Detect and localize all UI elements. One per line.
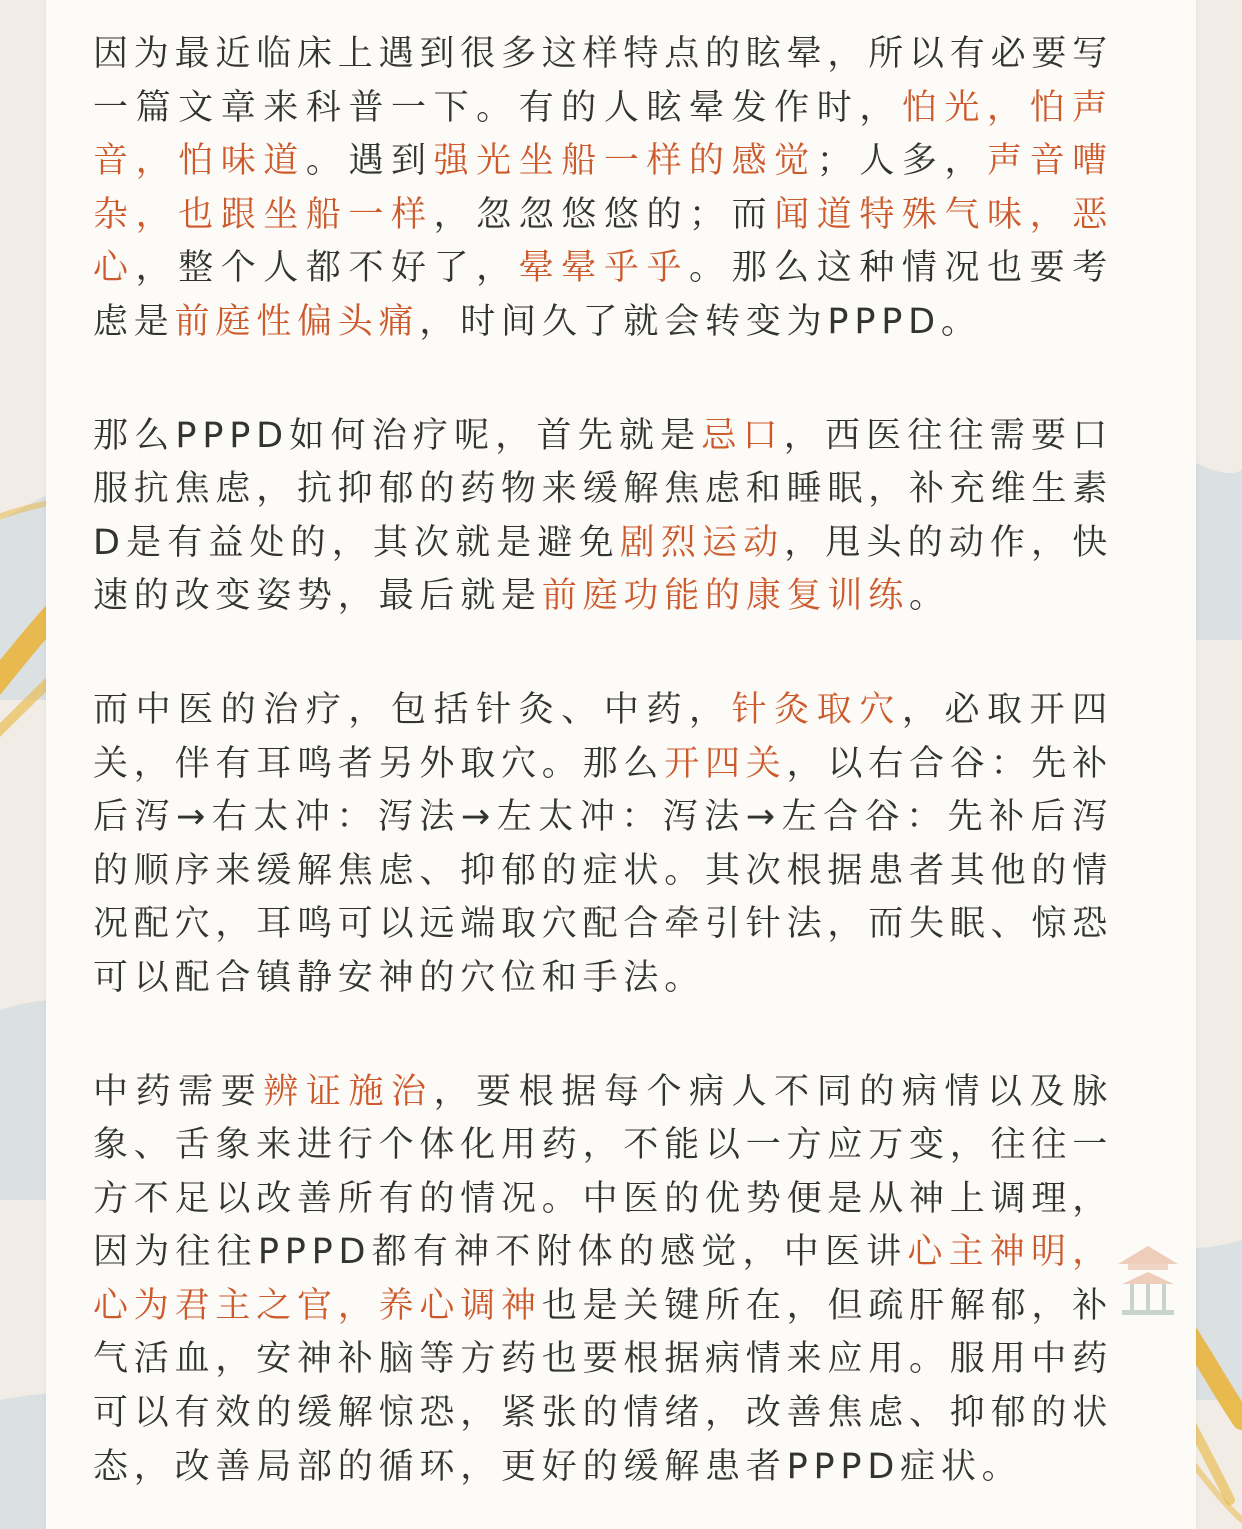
body-text: ，忽忽悠悠的；而: [433, 194, 775, 235]
article-body: [93, 28, 1113, 1494]
body-text: ，以右合谷：先补后泻→右太冲：泻法→左太冲：泻法→左合谷：先补后泻的顺序来缓解焦虑、抑郁的症状。其次根据患者其他的情况配穴，耳鸣可以远端取穴配合牵引针法，而失眠、惊恐可以配合镇静安神的穴位和手法。: [93, 743, 1114, 998]
body-text: 也是关键所在，但疏肝解郁，补气活血，安神补脑等方药也要根据病情来应用。服用中药可以有效的缓解惊恐，紧张的情绪，改善焦虑、抑郁的状态，改善局部的循环，更好的缓解患者PPPD症状。: [93, 1285, 1114, 1487]
highlight-text: 针灸取穴: [731, 689, 902, 730]
body-text: ，必取开四关，伴有耳鸣者另外取穴。那么: [93, 689, 1113, 784]
body-text: ，西医往往需要口服抗焦虑，抗抑郁的药物来缓解焦虑和睡眠，补充维生素D是有益处的，其次就是避免: [93, 415, 1114, 563]
highlight-text: 声音嘈杂，也跟坐船一样: [93, 141, 1113, 235]
body-text: 中药需要: [93, 1071, 264, 1112]
paragraph: [93, 410, 1113, 624]
highlight-text: 开四关: [664, 743, 787, 784]
body-text: ，整个人都不好了，: [135, 248, 519, 289]
body-text: ，时间久了就会转变为PPPD。: [419, 301, 982, 342]
highlight-text: 怕光，怕声音，怕味道: [93, 87, 1113, 182]
highlight-text: 辨证施治: [263, 1071, 434, 1112]
highlight-text: 前庭功能的康复训练: [541, 576, 910, 617]
highlight-text: 心主神明，心为君主之官，养心调神: [93, 1232, 1113, 1326]
highlight-text: 强光坐船一样的感觉: [433, 141, 817, 182]
highlight-text: 剧烈运动: [619, 522, 785, 563]
body-text: 那么PPPD如何治疗呢，首先就是: [93, 415, 702, 456]
highlight-text: 前庭性偏头痛: [174, 301, 420, 342]
body-text: ；人多，: [816, 141, 988, 182]
paragraph: [93, 28, 1113, 350]
body-text: 。: [909, 576, 950, 617]
highlight-text: 闻道特殊气味，恶心: [93, 194, 1113, 289]
body-text: ，甩头的动作，快速的改变姿势，最后就是: [93, 522, 1113, 617]
highlight-text: 忌口: [701, 415, 784, 456]
highlight-text: 晕晕乎乎: [518, 248, 690, 289]
body-text: 而中医的治疗，包括针灸、中药，: [93, 689, 732, 730]
body-text: ，要根据每个病人不同的病情以及脉象、舌象来进行个体化用药，不能以一方应万变，往往一方不足以改善所有的情况。中医的优势便是从神上调理，因为往往PPPD都有神不附体的感觉，中医讲: [93, 1071, 1114, 1273]
body-text: 。遇到: [305, 141, 434, 182]
paragraph: [93, 1066, 1113, 1495]
pavilion-icon: [1108, 1236, 1188, 1326]
body-text: 。那么这种情况也要考虑是: [93, 248, 1113, 342]
paragraph: [93, 684, 1113, 1006]
body-text: 因为最近临床上遇到很多这样特点的眩晕，所以有必要写一篇文章来科普一下。有的人眩晕发作时，: [93, 34, 1114, 128]
